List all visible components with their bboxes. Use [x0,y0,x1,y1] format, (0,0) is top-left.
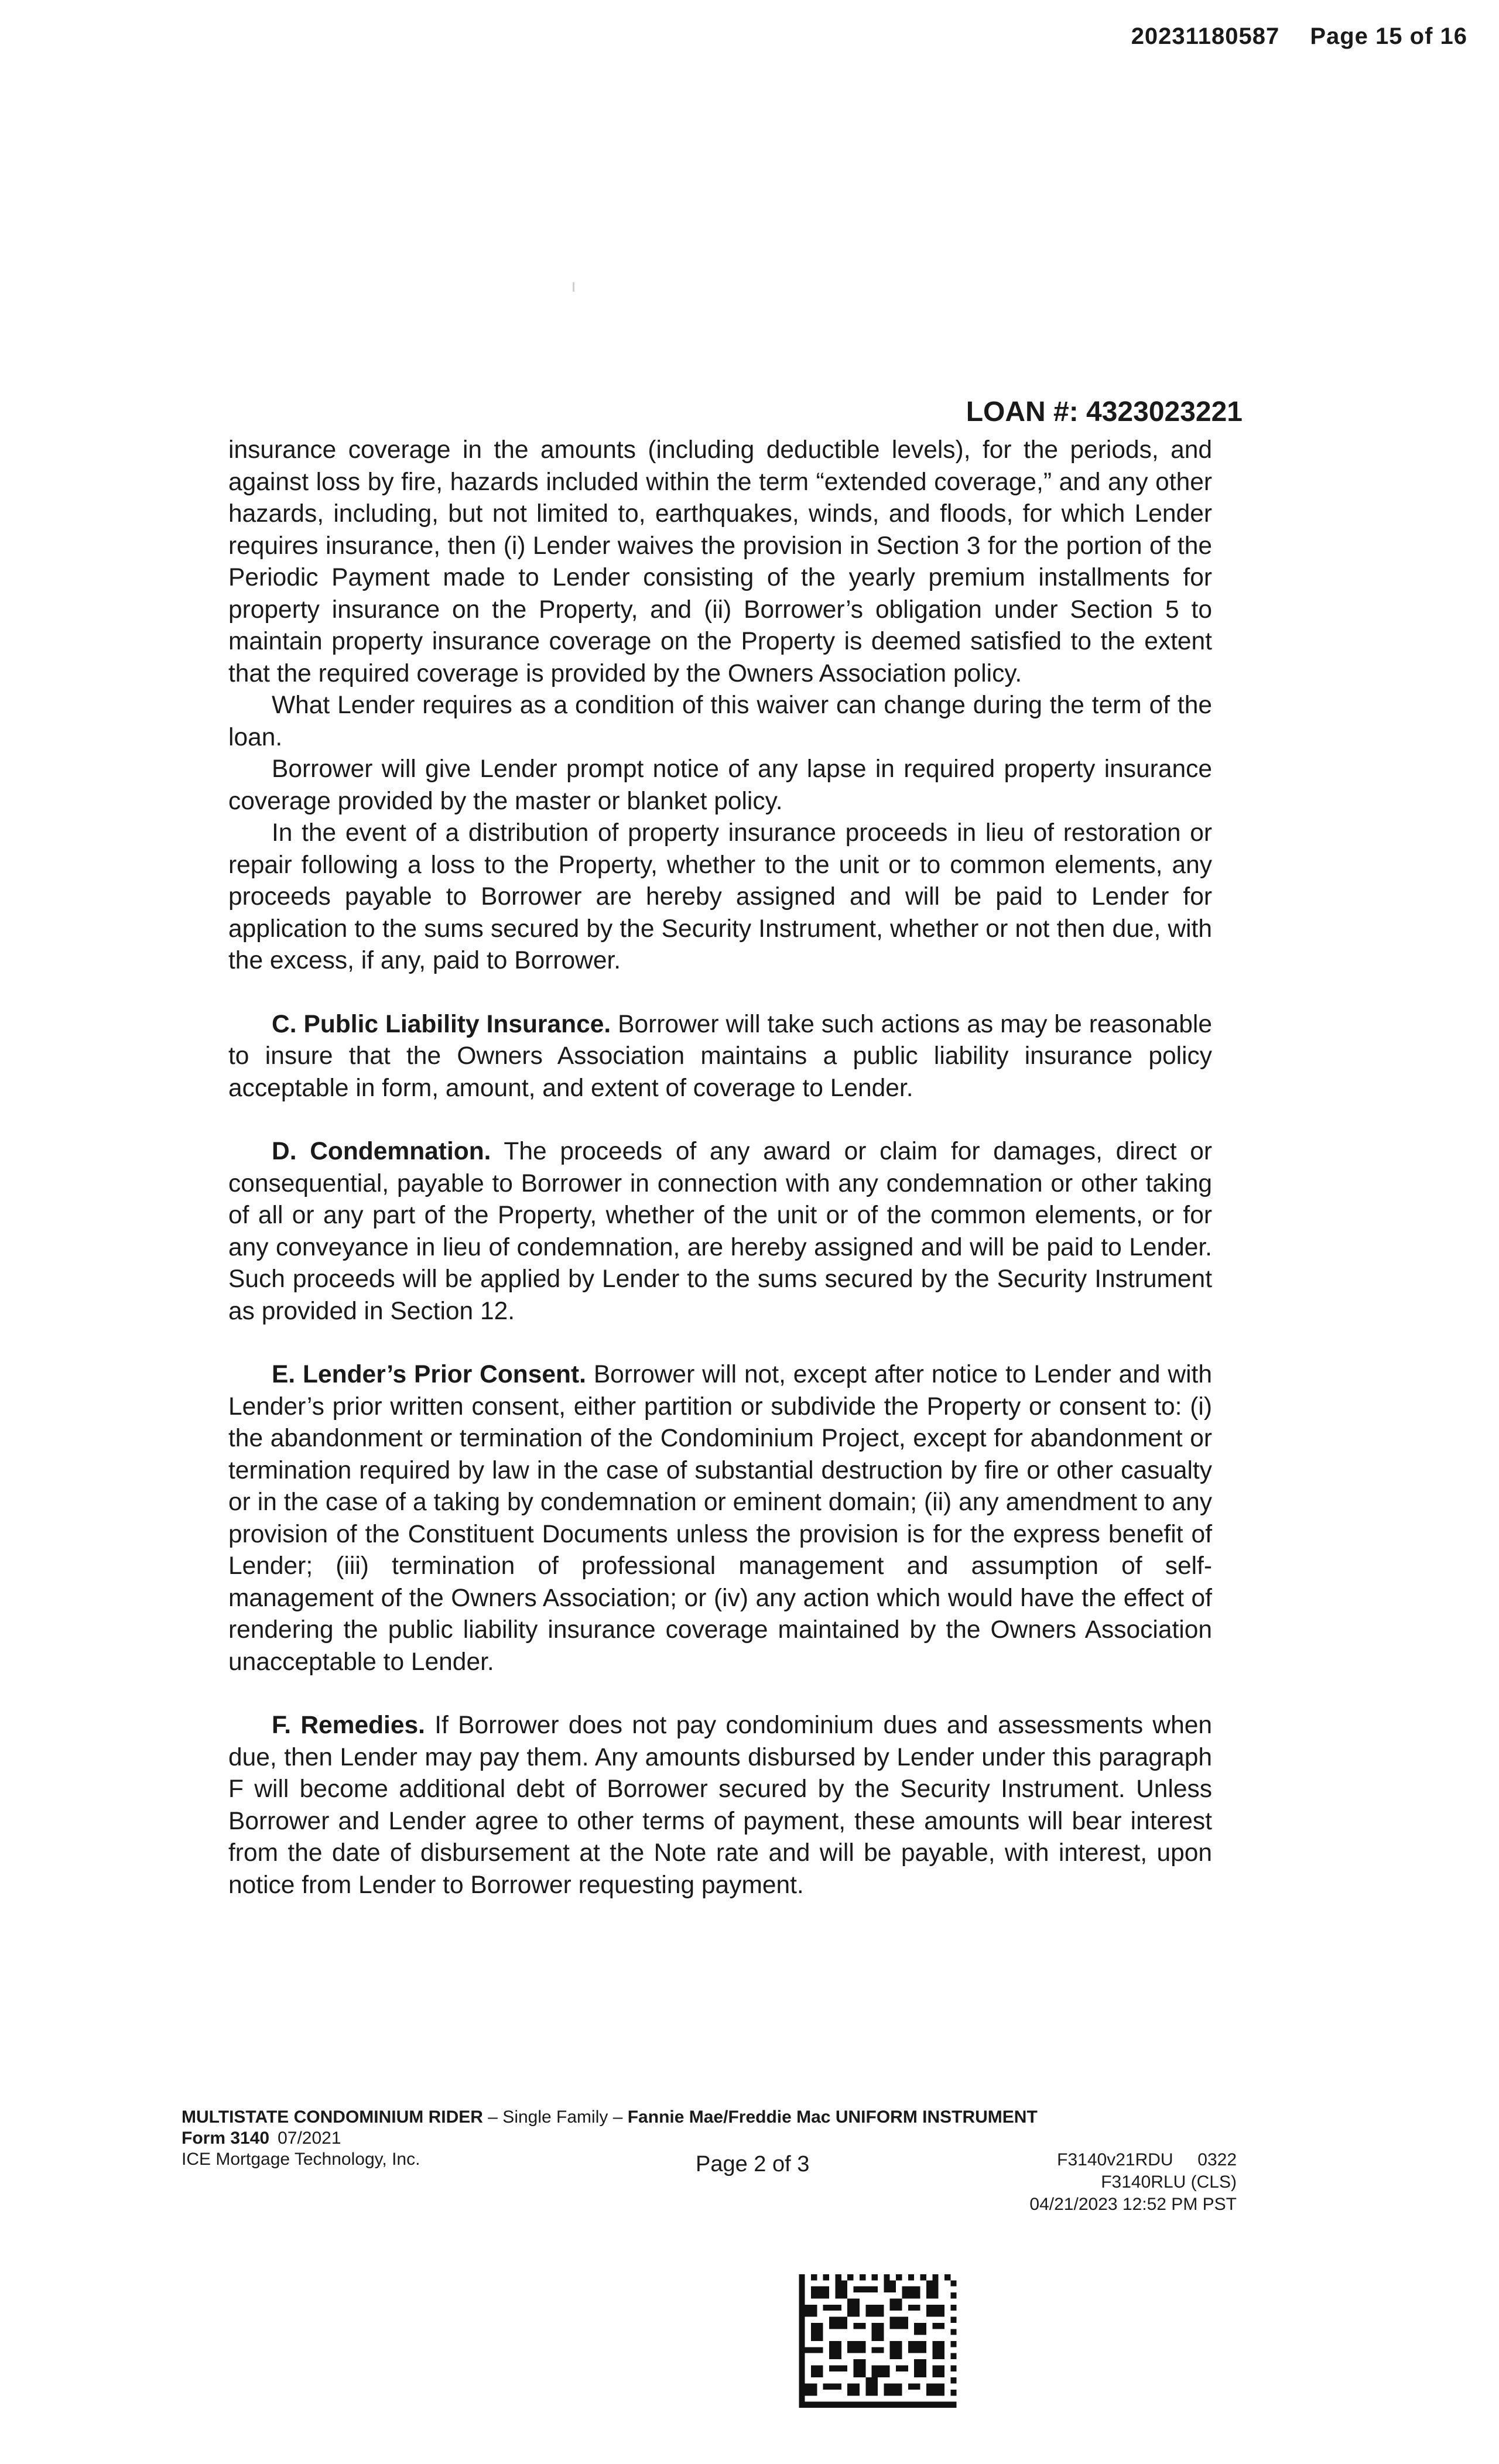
document-number: 20231180587 [1131,23,1280,49]
section-heading: E. Lender’s Prior Consent. [272,1361,586,1388]
section-heading: C. Public Liability Insurance. [272,1010,611,1038]
section-text: If Borrower does not pay condominium dues and assessments when due, then Lender may pay them. Any amounts disbursed by Lender under this paragraph F will become additional debt of Borrower secured by the Security Instrument. Unless Borrower and Lender agree to other terms of payment, these amounts will bear interest from the date of disbursement at the Note rate and will be payable, with interest, upon notice from Lender to Borrower requesting payment. [228,1712,1212,1899]
section-condemnation [228,1136,1212,1327]
scan-speck [573,282,574,292]
datamatrix-barcode-icon [794,2274,961,2408]
section-text: Borrower will take such actions as may be reasonable to insure that the Owners Association maintains a public liability insurance policy acceptable in form, amount, and extent of coverage to Lender. [228,1010,1212,1102]
form-codes [995,2149,1237,2216]
rider-title-line [182,2107,1236,2128]
form-code-1: F3140v21RDU 0322 [1057,2150,1237,2169]
section-heading: D. Condemnation. [272,1138,491,1165]
loan-number: LOAN #: 4323023221 [966,396,1243,427]
notice-paragraph: Borrower will give Lender prompt notice of any lapse in required property insurance coverage provided by the master or blanket policy. [228,755,1212,815]
section-text: The proceeds of any award or claim for damages, direct or consequential, payable to Borrower in connection with any condemnation or other taking of all or any part of the Property, whether of the unit or of the common elements, or for any conveyance in lieu of condemnation, are hereby assigned and will be paid to Lender. Such proceeds will be applied by Lender to the sums secured by the Security Instrument as provided in Section 12. [228,1138,1212,1325]
document-body [228,434,1212,1901]
rider-title: MULTISTATE CONDOMINIUM RIDER [182,2107,483,2127]
form-line [182,2128,1236,2149]
form-date: 07/2021 [278,2128,341,2148]
section-remedies [228,1710,1212,1901]
continuation-paragraph: insurance coverage in the amounts (including deductible levels), for the periods, and against loss by fire, hazards included within the term “extended coverage,” and any other hazards, including, but not limited to, earthquakes, winds, and floods, for which Lender requires insurance, then (i) Lender waives the provision in Section 3 for the portion of the Periodic Payment made to Lender consisting of the yearly premium installments for property insurance on the Property, and (ii) Borrower’s obligation under Section 5 to maintain property insurance coverage on the Property is deemed satisfied to the extent that the required coverage is provided by the Owners Association policy. [228,436,1212,687]
rider-instrument: Fannie Mae/Freddie Mac UNIFORM INSTRUMENT [627,2107,1038,2127]
form-timestamp: 04/21/2023 12:52 PM PST [1029,2195,1237,2214]
distribution-paragraph: In the event of a distribution of property insurance proceeds in lieu of restoration or repair following a loss to the Property, whether to the unit or to common elements, any proceeds payable to Borrower are hereby assigned and will be paid to Lender for application to the sums secured by the Security Instrument, whether or not then due, with the excess, if any, paid to Borrower. [228,819,1212,974]
form-label: Form 3140 [182,2128,270,2148]
waiver-paragraph: What Lender requires as a condition of this waiver can change during the term of the loan. [228,692,1212,751]
company-name: ICE Mortgage Technology, Inc. [182,2150,420,2169]
section-prior-consent [228,1359,1212,1678]
page-header [1131,23,1467,50]
form-page-number: Page 2 of 3 [696,2152,810,2176]
page-label: Page 15 of 16 [1310,23,1467,49]
section-public-liability [228,1009,1212,1105]
section-text: Borrower will not, except after notice to Lender and with Lender’s prior written consent, either partition or subdivide the Property or consent to: (i) the abandonment or termination of the Condominium Project, except for abandonment or termination required by law in the case of substantial destruction by fire or other casualty or in the case of a taking by condemnation or eminent domain; (ii) any amendment to any provision of the Constituent Documents unless the provision is for the express benefit of Lender; (iii) termination of professional management and assumption of self-management of the Owners Association; or (iv) any action which would have the effect of rendering the public liability insurance coverage maintained by the Owners Association unacceptable to Lender. [228,1361,1212,1676]
rider-family: – Single Family – [482,2107,628,2127]
section-heading: F. Remedies. [272,1712,425,1739]
form-code-2: F3140RLU (CLS) [1101,2172,1237,2192]
